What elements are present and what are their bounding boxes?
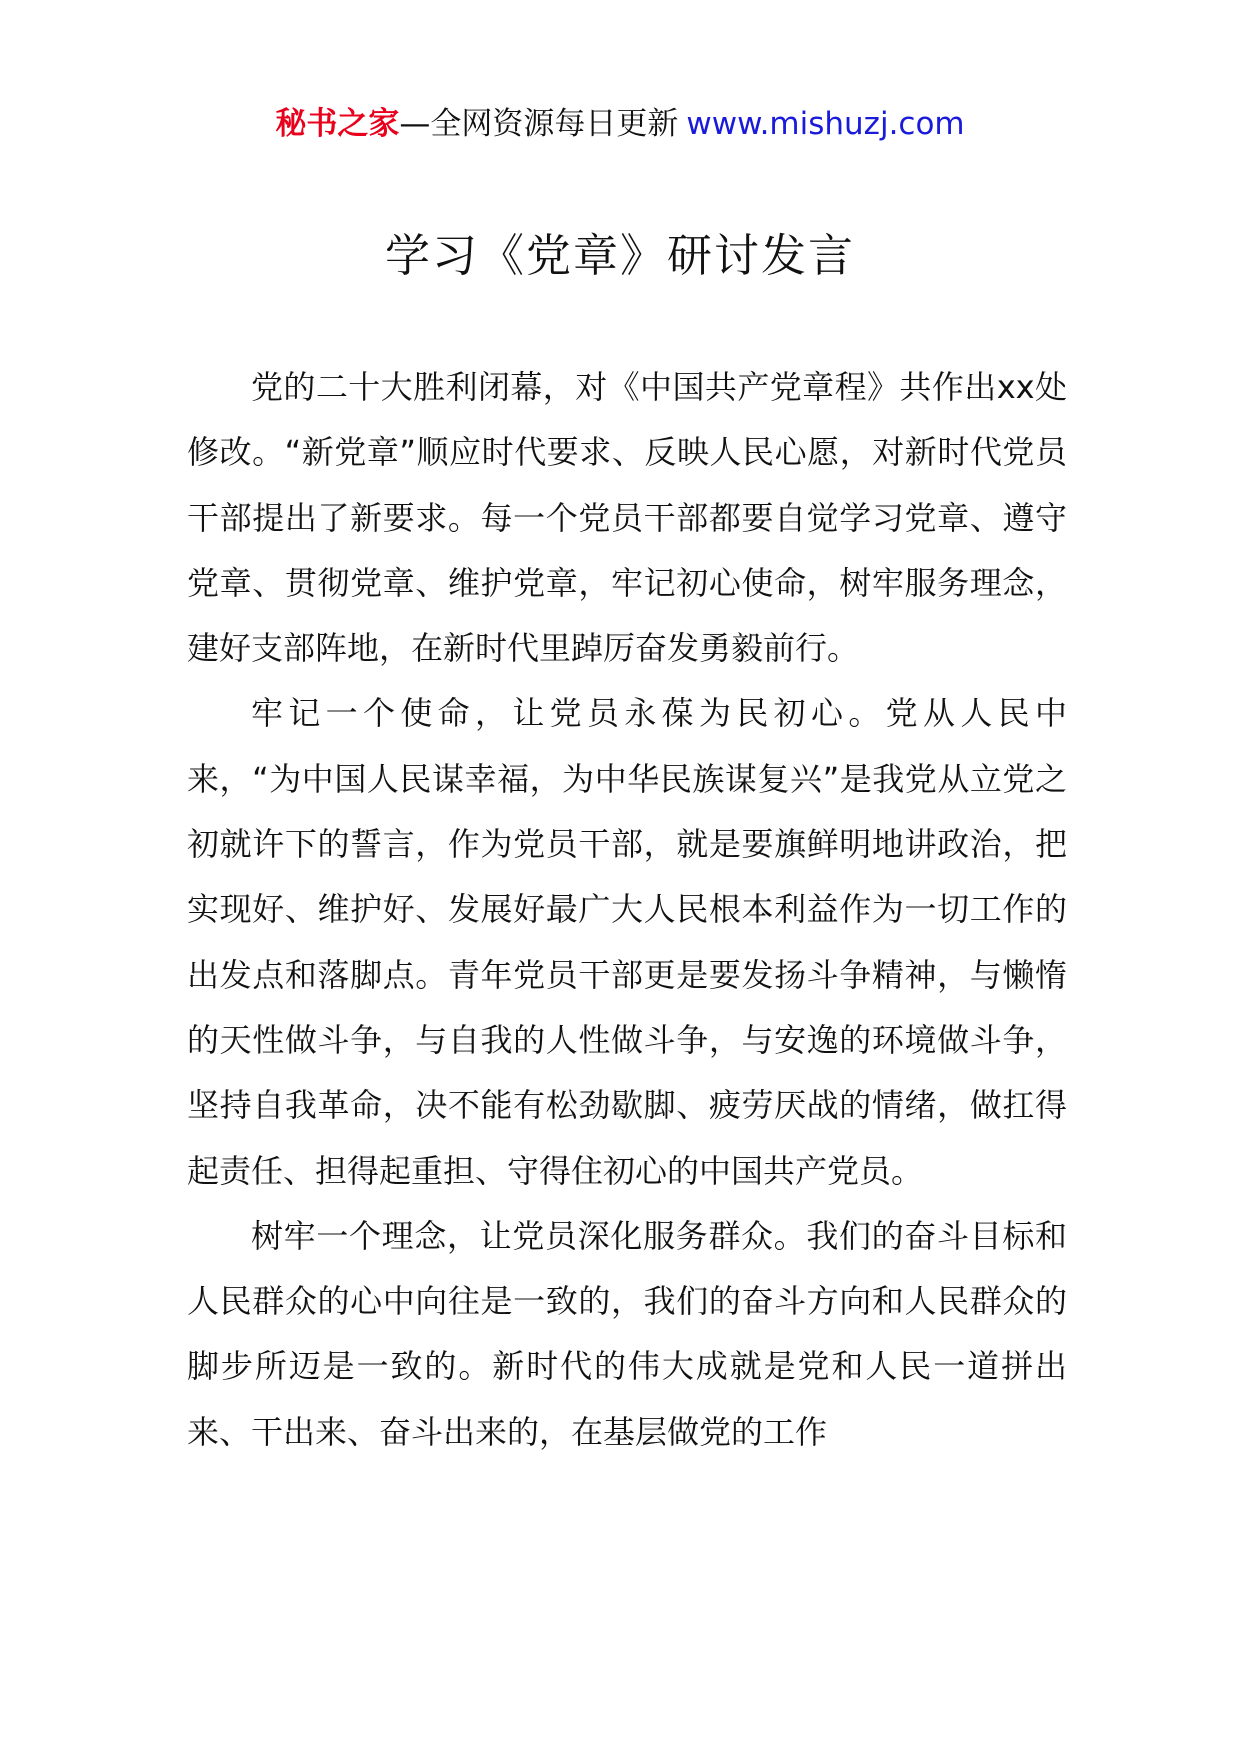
- document-body: [187, 355, 1067, 1465]
- brand-name: 秘书之家: [275, 106, 400, 142]
- header-tagline: —全网资源每日更新: [399, 106, 679, 142]
- paragraph-3: 树牢一个理念，让党员深化服务群众。我们的奋斗目标和人民群众的心中向往是一致的，我们的奋斗方向和人民群众的脚步所迈是一致的。新时代的伟大成就是党和人民一道拼出来、干出来、奋斗出来的，在基层做党的工作: [187, 1216, 1067, 1451]
- site-link[interactable]: www.mishuzj.com: [686, 106, 965, 142]
- paragraph-1: 党的二十大胜利闭幕，对《中国共产党章程》共作出xx处修改。“新党章”顺应时代要求、反映人民心愿，对新时代党员干部提出了新要求。每一个党员干部都要自觉学习党章、遵守党章、贯彻党章、维护党章，牢记初心使命，树牢服务理念，建好支部阵地，在新时代里踔厉奋发勇毅前行。: [187, 368, 1067, 668]
- paragraph-2: 牢记一个使命，让党员永葆为民初心。党从人民中来，“为中国人民谋幸福，为中华民族谋复兴”是我党从立党之初就许下的誓言，作为党员干部，就是要旗鲜明地讲政治，把实现好、维护好、发展好最广大人民根本利益作为一切工作的出发点和落脚点。青年党员干部更是要发扬斗争精神，与懒惰的天性做斗争，与自我的人性做斗争，与安逸的环境做斗争，坚持自我革命，决不能有松劲歇脚、疲劳厌战的情绪，做扛得起责任、担得起重担、守得住初心的中国共产党员。: [187, 694, 1067, 1190]
- site-header: [0, 104, 1240, 144]
- document-title: 学习《党章》研讨发言: [384, 229, 855, 282]
